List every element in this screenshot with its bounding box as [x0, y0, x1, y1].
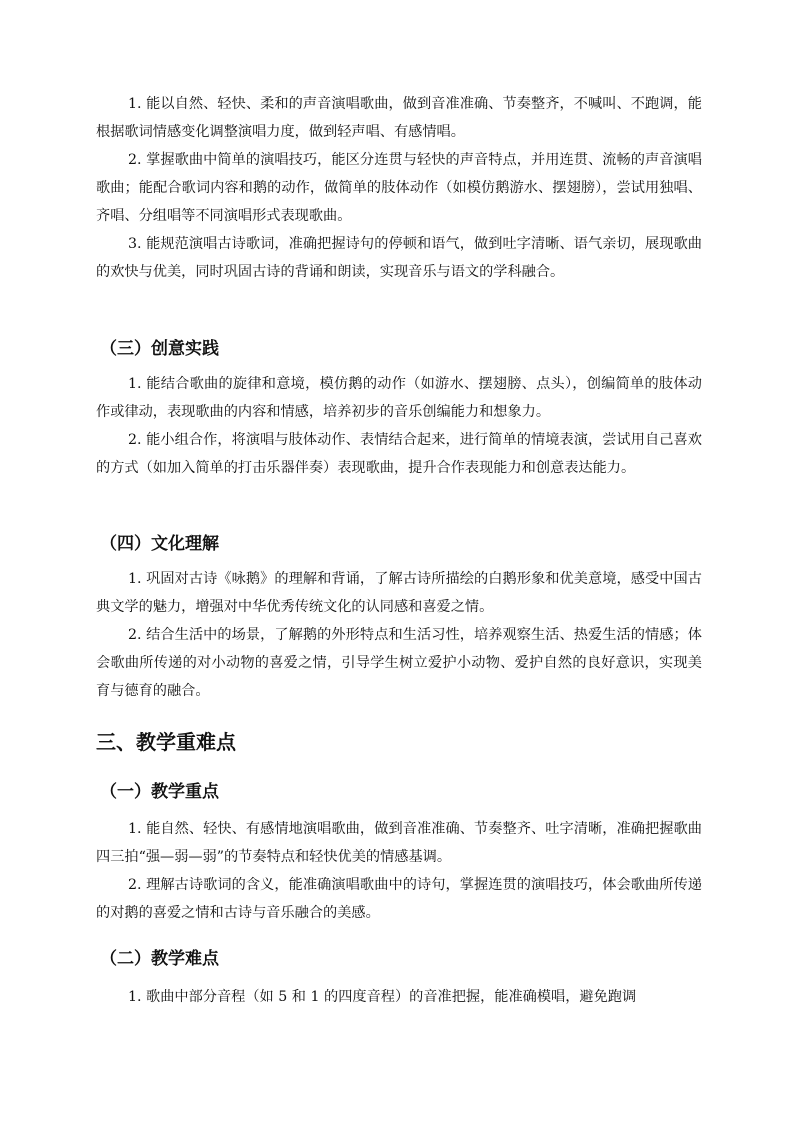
paragraph: 1. 能自然、轻快、有感情地演唱歌曲，做到音准准确、节奏整齐、吐字清晰，准确把握歌曲四三拍“强—弱—弱”的节奏特点和轻快优美的情感基调。 [96, 821, 702, 865]
paragraph: 2. 掌握歌曲中简单的演唱技巧，能区分连贯与轻快的声音特点，并用连贯、流畅的声音演唱歌曲；能配合歌词内容和鹅的动作，做简单的肢体动作（如模仿鹅游水、摆翅膀），尝试用独唱、齐唱、分组唱等不同演唱形式表现歌曲。 [96, 152, 702, 224]
paragraph: 3. 能规范演唱古诗歌词，准确把握诗句的停顿和语气，做到吐字清晰、语气亲切，展现歌曲的欢快与优美，同时巩固古诗的背诵和朗读，实现音乐与语文的学科融合。 [96, 236, 702, 280]
section-heading: （二）教学难点 [100, 949, 219, 969]
section-heading: （四）文化理解 [100, 534, 219, 554]
section-heading: （三）创意实践 [100, 339, 219, 359]
paragraph: 2. 结合生活中的场景，了解鹅的外形特点和生活习性，培养观察生活、热爱生活的情感；体会歌曲所传递的对小动物的喜爱之情，引导学生树立爱护小动物、爱护自然的良好意识，实现美育与德育的融合。 [96, 627, 702, 699]
paragraph: 1. 能以自然、轻快、柔和的声音演唱歌曲，做到音准准确、节奏整齐，不喊叫、不跑调，能根据歌词情感变化调整演唱力度，做到轻声唱、有感情唱。 [96, 96, 702, 140]
paragraph: 2. 能小组合作，将演唱与肢体动作、表情结合起来，进行简单的情境表演，尝试用自己喜欢的方式（如加入简单的打击乐器伴奏）表现歌曲，提升合作表现能力和创意表达能力。 [96, 432, 702, 476]
section-heading: （一）教学重点 [100, 782, 219, 802]
paragraph: 1. 能结合歌曲的旋律和意境，模仿鹅的动作（如游水、摆翅膀、点头），创编简单的肢体动作或律动，表现歌曲的内容和情感，培养初步的音乐创编能力和想象力。 [96, 376, 702, 420]
paragraph: 1. 巩固对古诗《咏鹅》的理解和背诵，了解古诗所描绘的白鹅形象和优美意境，感受中国古典文学的魅力，增强对中华优秀传统文化的认同感和喜爱之情。 [96, 571, 702, 615]
chapter-heading: 三、教学重难点 [96, 730, 236, 754]
paragraph: 2. 理解古诗歌词的含义，能准确演唱歌曲中的诗句，掌握连贯的演唱技巧，体会歌曲所传递的对鹅的喜爱之情和古诗与音乐融合的美感。 [96, 877, 702, 921]
paragraph: 1. 歌曲中部分音程（如 5 和 1 的四度音程）的音准把握，能准确模唱，避免跑调 [128, 989, 637, 1005]
